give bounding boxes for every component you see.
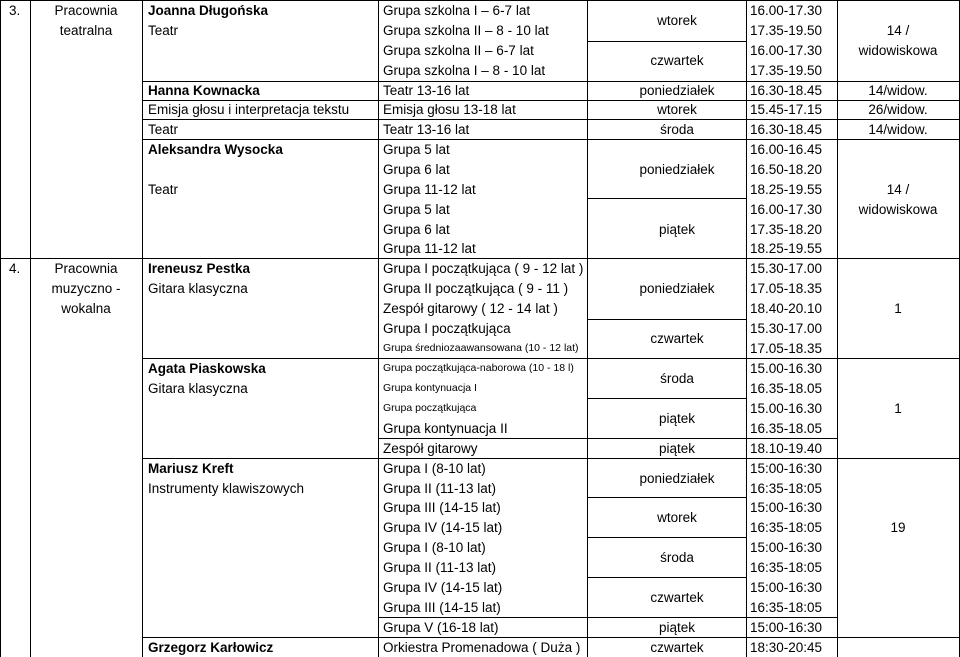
teacher-name: Aleksandra Wysocka [148, 142, 283, 157]
day-name: poniedziałek [639, 471, 715, 486]
time-range: 15:00-16:30 [750, 461, 823, 476]
time-range: 15.45-17.15 [750, 102, 823, 117]
group-name: Zespół gitarowy ( 12 - 14 lat ) [383, 301, 558, 316]
room-label: 19 [890, 520, 906, 535]
time-range: 17.35-19.50 [750, 23, 823, 38]
time-range: 16.30-18.45 [750, 122, 823, 137]
time-range: 16.00-17.30 [750, 3, 823, 18]
room-label: 14/widow. [868, 83, 928, 98]
time-range: 17.35-19.50 [750, 63, 823, 78]
section-name: wokalna [61, 301, 111, 316]
day-name: piątek [658, 441, 696, 456]
group-name: Grupa I początkująca [383, 321, 511, 336]
day-name: czwartek [650, 640, 704, 655]
group-name: Grupa II początkująca ( 9 - 11 ) [383, 281, 569, 296]
day-name: czwartek [650, 53, 704, 68]
day-name: piątek [658, 222, 696, 237]
day-name: środa [660, 550, 694, 565]
time-range: 16.00-17.30 [750, 43, 823, 58]
time-range: 16.00-16.45 [750, 142, 823, 157]
section-name: teatralna [59, 23, 113, 38]
time-range: 18.25-19.55 [750, 182, 823, 197]
time-range: 16:35-18:05 [750, 520, 823, 535]
day-name: poniedziałek [639, 162, 715, 177]
section-name: Pracownia [54, 261, 118, 276]
group-name: Grupa początkująca [383, 402, 477, 414]
time-range: 15:00-16:30 [750, 620, 823, 635]
group-name: Grupa 11-12 lat [383, 241, 476, 256]
room-label: widowiskowa [858, 43, 938, 58]
day-name: piątek [658, 411, 696, 426]
group-name: Teatr 13-16 lat [383, 83, 470, 98]
day-name: wtorek [657, 102, 697, 117]
teacher-name: Joanna Długońska [148, 3, 269, 18]
room-label: 1 [894, 301, 902, 316]
day-name: czwartek [650, 331, 704, 346]
section-number: 4. [9, 261, 21, 276]
group-name: Grupa III (14-15 lat) [383, 600, 501, 615]
time-range: 17.05-18.35 [750, 341, 823, 356]
time-range: 15.00-16.30 [750, 401, 823, 416]
time-range: 16:35-18:05 [750, 560, 823, 575]
group-name: Grupa szkolna I – 6-7 lat [383, 3, 531, 18]
group-name: Grupa 11-12 lat [383, 182, 476, 197]
time-range: 15.30-17.00 [750, 321, 823, 336]
group-name: Grupa V (16-18 lat) [383, 620, 499, 635]
time-range: 16.30-18.45 [750, 83, 823, 98]
group-name: Grupa 6 lat [383, 162, 450, 177]
room-label: 14/widow. [868, 122, 928, 137]
group-name: Emisja głosu 13-18 lat [383, 102, 516, 117]
group-name: Grupa II (11-13 lat) [383, 560, 497, 575]
group-name: Grupa kontynuacja II [383, 421, 508, 436]
time-range: 16.00-17.30 [750, 202, 823, 217]
group-name: Teatr 13-16 lat [383, 122, 470, 137]
group-name: Grupa IV (14-15 lat) [383, 520, 503, 535]
subject-name: Gitara klasyczna [148, 281, 248, 296]
group-name: Grupa III (14-15 lat) [383, 500, 501, 515]
group-name: Grupa 5 lat [383, 202, 450, 217]
group-name: Grupa I (8-10 lat) [383, 461, 486, 476]
subject-name: Emisja głosu i interpretacja tekstu [148, 102, 350, 117]
group-name: Grupa kontynuacja I [383, 382, 477, 394]
room-label: 1 [894, 401, 902, 416]
group-name: Grupa szkolna I – 8 - 10 lat [383, 63, 546, 78]
group-name: Grupa początkująca-naborowa (10 - 18 l) [383, 362, 574, 374]
teacher-name: Grzegorz Karłowicz [148, 640, 274, 655]
group-name: Zespół gitarowy [383, 441, 478, 456]
group-name: Grupa II (11-13 lat) [383, 481, 497, 496]
time-range: 15:00-16:30 [750, 500, 823, 515]
group-name: Grupa I (8-10 lat) [383, 540, 486, 555]
time-range: 16.50-18.20 [750, 162, 823, 177]
time-range: 15:00-16:30 [750, 540, 823, 555]
room-label: 14 / [886, 23, 910, 38]
day-name: piątek [658, 620, 696, 635]
group-name: Grupa szkolna II – 6-7 lat [383, 43, 534, 58]
group-name: Grupa 6 lat [383, 222, 450, 237]
time-range: 17.05-18.35 [750, 281, 823, 296]
time-range: 15:00-16:30 [750, 580, 823, 595]
subject-name: Teatr [148, 122, 179, 137]
day-name: wtorek [657, 510, 697, 525]
group-name: Orkiestra Promenadowa ( Duża ) [383, 640, 581, 655]
group-name: Grupa 5 lat [383, 142, 450, 157]
group-name: Grupa szkolna II – 8 - 10 lat [383, 23, 549, 38]
day-name: poniedziałek [639, 83, 715, 98]
time-range: 16.35-18.05 [750, 381, 823, 396]
room-label: widowiskowa [858, 202, 938, 217]
day-name: środa [660, 122, 694, 137]
time-range: 18.10-19.40 [750, 441, 823, 456]
teacher-name: Mariusz Kreft [148, 461, 234, 476]
day-name: wtorek [657, 13, 697, 28]
day-name: środa [660, 371, 694, 386]
time-range: 18.25-19.55 [750, 241, 823, 256]
group-name: Grupa IV (14-15 lat) [383, 580, 503, 595]
group-name: Grupa średniozaawansowana (10 - 12 lat) [383, 342, 579, 354]
room-label: 26/widow. [868, 102, 928, 117]
time-range: 18:30-20:45 [750, 640, 823, 655]
teacher-name: Hanna Kownacka [148, 83, 260, 98]
section-name: muzyczno - [51, 281, 121, 296]
time-range: 16:35-18:05 [750, 600, 823, 615]
subject-name: Teatr [148, 23, 179, 38]
teacher-name: Agata Piaskowska [148, 361, 266, 376]
subject-name: Teatr [148, 182, 179, 197]
subject-name: Gitara klasyczna [148, 381, 248, 396]
teacher-name: Ireneusz Pestka [148, 261, 251, 276]
time-range: 18.40-20.10 [750, 301, 823, 316]
time-range: 16.35-18.05 [750, 421, 823, 436]
room-label: 14 / [886, 182, 910, 197]
day-name: czwartek [650, 590, 704, 605]
section-number: 3. [9, 3, 21, 18]
time-range: 16:35-18:05 [750, 481, 823, 496]
day-name: poniedziałek [639, 281, 715, 296]
time-range: 15.00-16.30 [750, 361, 823, 376]
subject-name: Instrumenty klawiszowych [148, 481, 305, 496]
group-name: Grupa I początkująca ( 9 - 12 lat ) [383, 261, 584, 276]
time-range: 17.35-18.20 [750, 222, 823, 237]
section-name: Pracownia [54, 3, 118, 18]
time-range: 15.30-17.00 [750, 261, 823, 276]
